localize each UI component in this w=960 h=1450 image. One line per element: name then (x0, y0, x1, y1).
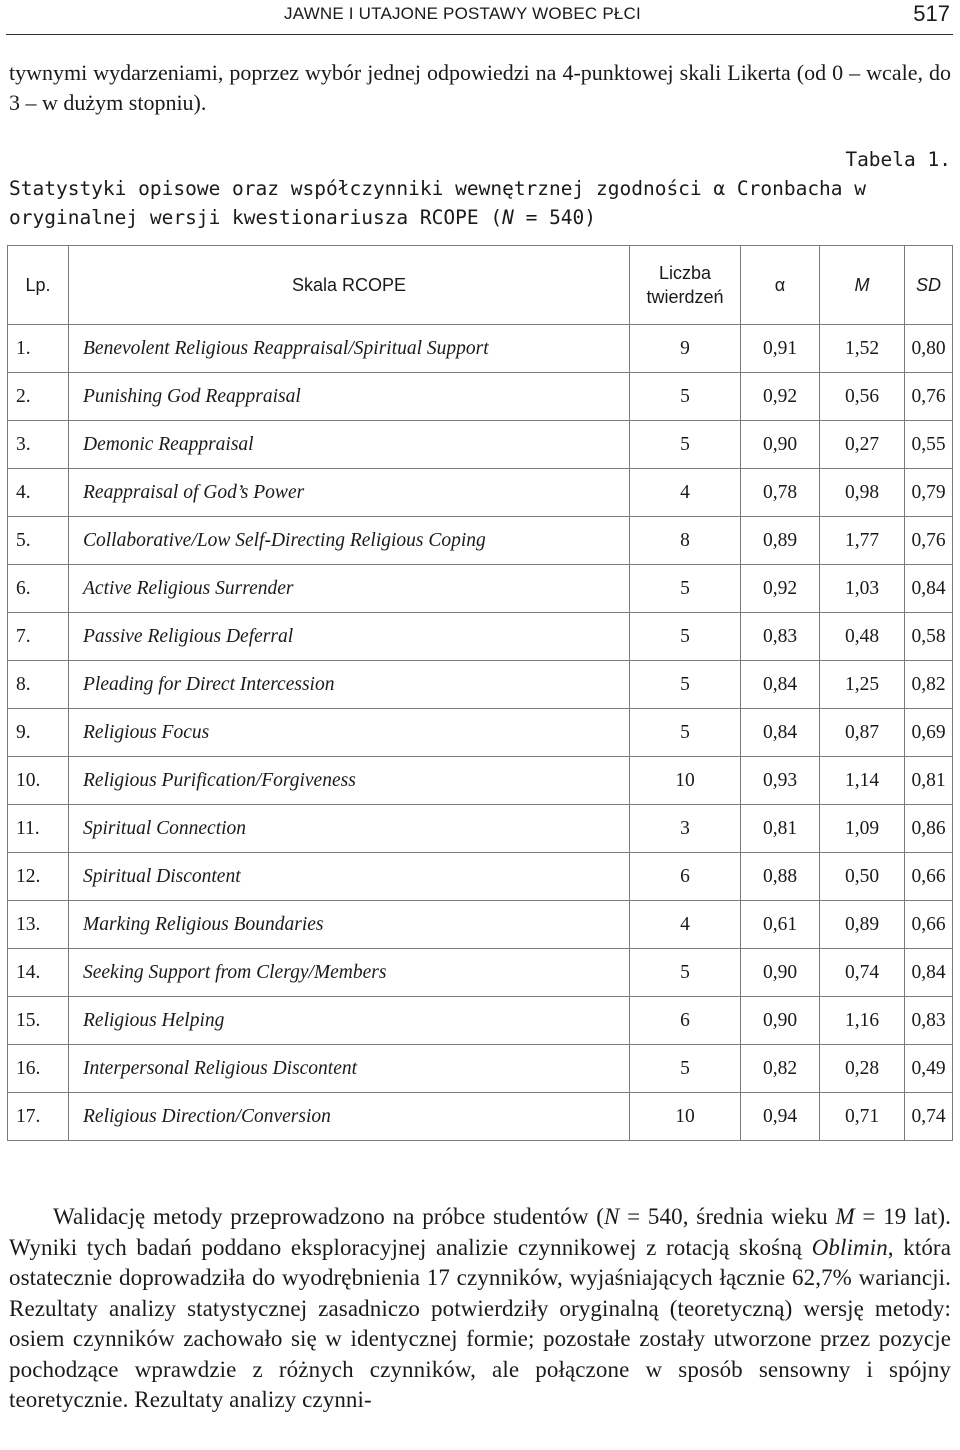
body-text-part-2: = 540, średnia wieku (619, 1204, 836, 1229)
cell-count: 5 (630, 1045, 741, 1093)
running-header (6, 0, 953, 35)
cell-scale-name: Punishing God Reappraisal (69, 373, 630, 421)
cell-scale-name: Active Religious Surrender (69, 565, 630, 613)
cell-lp: 6. (8, 565, 69, 613)
table-row (8, 901, 953, 949)
cell-sd: 0,81 (905, 757, 953, 805)
cell-lp: 1. (8, 325, 69, 373)
cell-sd: 0,58 (905, 613, 953, 661)
cell-mean: 1,03 (820, 565, 905, 613)
cell-count: 8 (630, 517, 741, 565)
cell-mean: 0,87 (820, 709, 905, 757)
cell-alpha: 0,84 (741, 709, 820, 757)
cell-scale-name: Demonic Reappraisal (69, 421, 630, 469)
cell-lp: 3. (8, 421, 69, 469)
cell-alpha: 0,82 (741, 1045, 820, 1093)
rcope-statistics-table (7, 245, 953, 1141)
cell-alpha: 0,78 (741, 469, 820, 517)
column-header-alpha: α (741, 246, 820, 325)
cell-sd: 0,74 (905, 1093, 953, 1141)
column-header-sd: SD (905, 246, 953, 325)
column-header-lp: Lp. (8, 246, 69, 325)
column-header-count-line1: Liczba (658, 263, 712, 283)
table-body (8, 325, 953, 1141)
cell-mean: 1,77 (820, 517, 905, 565)
cell-scale-name: Benevolent Religious Reappraisal/Spiritual Support (69, 325, 630, 373)
cell-sd: 0,82 (905, 661, 953, 709)
body-text-part-1: Walidację metody przeprowadzono na próbce studentów ( (53, 1204, 604, 1229)
cell-alpha: 0,83 (741, 613, 820, 661)
intro-paragraph (9, 58, 951, 118)
table-row (8, 1093, 953, 1141)
cell-scale-name: Religious Direction/Conversion (69, 1093, 630, 1141)
table-label: Tabela 1. (845, 148, 951, 171)
cell-lp: 9. (8, 709, 69, 757)
symbol-n: N (603, 1204, 620, 1229)
table-row (8, 469, 953, 517)
table-row (8, 373, 953, 421)
cell-lp: 4. (8, 469, 69, 517)
cell-alpha: 0,61 (741, 901, 820, 949)
cell-sd: 0,66 (905, 853, 953, 901)
cell-alpha: 0,89 (741, 517, 820, 565)
table-title: Statystyki opisowe oraz współczynniki wewnętrznej zgodności α Cronbacha w oryginalnej wersji kwestionariusza RCOPE (N = 540) (9, 177, 867, 229)
cell-alpha: 0,92 (741, 373, 820, 421)
cell-mean: 1,09 (820, 805, 905, 853)
cell-alpha: 0,90 (741, 421, 820, 469)
cell-sd: 0,86 (905, 805, 953, 853)
cell-alpha: 0,94 (741, 1093, 820, 1141)
cell-count: 5 (630, 613, 741, 661)
cell-mean: 1,16 (820, 997, 905, 1045)
cell-alpha: 0,88 (741, 853, 820, 901)
cell-scale-name: Collaborative/Low Self-Directing Religious Coping (69, 517, 630, 565)
cell-scale-name: Reappraisal of God’s Power (69, 469, 630, 517)
cell-count: 10 (630, 757, 741, 805)
cell-sd: 0,80 (905, 325, 953, 373)
cell-scale-name: Marking Religious Boundaries (69, 901, 630, 949)
symbol-m: M (835, 1204, 855, 1229)
cell-sd: 0,84 (905, 949, 953, 997)
cell-lp: 5. (8, 517, 69, 565)
column-header-count-line2: twierdzeń (646, 287, 724, 307)
cell-count: 5 (630, 373, 741, 421)
cell-count: 10 (630, 1093, 741, 1141)
table-caption (9, 145, 951, 232)
intro-text: tywnymi wydarzeniami, poprzez wybór jednej odpowiedzi na 4-punktowej skali Likerta (od 0 – wcale, do 3 – w dużym stopniu). (9, 60, 951, 115)
column-header-m: M (820, 246, 905, 325)
table-row (8, 853, 953, 901)
table-row (8, 325, 953, 373)
table-row (8, 709, 953, 757)
table-row (8, 757, 953, 805)
cell-lp: 14. (8, 949, 69, 997)
cell-count: 3 (630, 805, 741, 853)
table-row (8, 949, 953, 997)
cell-lp: 2. (8, 373, 69, 421)
cell-alpha: 0,90 (741, 949, 820, 997)
body-text-part-4: , która ostatecznie doprowadziła do wyodrębnienia 17 czynników, wyjaśniających łącznie 62,7% wariancji. Rezultaty analizy statystycznej zasadniczo potwierdziły oryginalną (teoretyczną) wersję metody: osiem czynników zachowało się w identycznej formie; pozostałe zostały utworzone przez pozycje pochodzące wprawdzie z różnych czynników, ale połączone w sposób sensowny i spójny teoretycznie. Rezultaty analizy czynni- (9, 1234, 951, 1412)
cell-mean: 0,27 (820, 421, 905, 469)
cell-sd: 0,79 (905, 469, 953, 517)
cell-count: 5 (630, 565, 741, 613)
page-number: 517 (913, 1, 950, 26)
cell-mean: 1,52 (820, 325, 905, 373)
cell-lp: 16. (8, 1045, 69, 1093)
cell-count: 9 (630, 325, 741, 373)
cell-alpha: 0,84 (741, 661, 820, 709)
cell-mean: 0,89 (820, 901, 905, 949)
cell-lp: 15. (8, 997, 69, 1045)
body-text (9, 1202, 951, 1416)
cell-count: 4 (630, 901, 741, 949)
cell-count: 5 (630, 421, 741, 469)
cell-mean: 0,48 (820, 613, 905, 661)
cell-mean: 0,56 (820, 373, 905, 421)
cell-alpha: 0,90 (741, 997, 820, 1045)
cell-scale-name: Pleading for Direct Intercession (69, 661, 630, 709)
cell-count: 5 (630, 709, 741, 757)
cell-scale-name: Religious Helping (69, 997, 630, 1045)
table-header-row (8, 246, 953, 325)
cell-lp: 10. (8, 757, 69, 805)
running-title: JAWNE I UTAJONE POSTAWY WOBEC PŁCI (284, 4, 641, 23)
cell-scale-name: Religious Purification/Forgiveness (69, 757, 630, 805)
cell-sd: 0,83 (905, 997, 953, 1045)
body-text-part-3: = 19 lat). Wyniki tych badań poddano eksploracyjnej analizie czynnikowej z rotacją skośną (9, 1204, 951, 1260)
table-row (8, 613, 953, 661)
cell-mean: 0,74 (820, 949, 905, 997)
cell-lp: 17. (8, 1093, 69, 1141)
cell-count: 4 (630, 469, 741, 517)
cell-count: 5 (630, 661, 741, 709)
cell-count: 5 (630, 949, 741, 997)
table-row (8, 805, 953, 853)
cell-lp: 13. (8, 901, 69, 949)
cell-scale-name: Seeking Support from Clergy/Members (69, 949, 630, 997)
cell-lp: 11. (8, 805, 69, 853)
cell-scale-name: Spiritual Discontent (69, 853, 630, 901)
table-row (8, 565, 953, 613)
cell-lp: 7. (8, 613, 69, 661)
cell-alpha: 0,92 (741, 565, 820, 613)
cell-count: 6 (630, 853, 741, 901)
cell-mean: 1,14 (820, 757, 905, 805)
cell-count: 6 (630, 997, 741, 1045)
cell-mean: 0,50 (820, 853, 905, 901)
cell-mean: 0,71 (820, 1093, 905, 1141)
table-row (8, 421, 953, 469)
cell-mean: 0,98 (820, 469, 905, 517)
cell-alpha: 0,91 (741, 325, 820, 373)
cell-sd: 0,66 (905, 901, 953, 949)
caption-symbol-n: N (502, 206, 514, 229)
body-paragraph (9, 1202, 951, 1416)
cell-mean: 0,28 (820, 1045, 905, 1093)
table-row (8, 997, 953, 1045)
cell-sd: 0,49 (905, 1045, 953, 1093)
cell-sd: 0,76 (905, 517, 953, 565)
column-header-scale: Skala RCOPE (69, 246, 630, 325)
cell-sd: 0,84 (905, 565, 953, 613)
cell-sd: 0,55 (905, 421, 953, 469)
cell-scale-name: Spiritual Connection (69, 805, 630, 853)
cell-lp: 8. (8, 661, 69, 709)
cell-scale-name: Interpersonal Religious Discontent (69, 1045, 630, 1093)
cell-sd: 0,76 (905, 373, 953, 421)
cell-scale-name: Passive Religious Deferral (69, 613, 630, 661)
column-header-count (630, 246, 741, 325)
table-row (8, 1045, 953, 1093)
cell-sd: 0,69 (905, 709, 953, 757)
cell-scale-name: Religious Focus (69, 709, 630, 757)
term-oblimin: Oblimin (811, 1234, 888, 1260)
cell-mean: 1,25 (820, 661, 905, 709)
cell-lp: 12. (8, 853, 69, 901)
table-row (8, 517, 953, 565)
cell-alpha: 0,81 (741, 805, 820, 853)
cell-alpha: 0,93 (741, 757, 820, 805)
table-row (8, 661, 953, 709)
